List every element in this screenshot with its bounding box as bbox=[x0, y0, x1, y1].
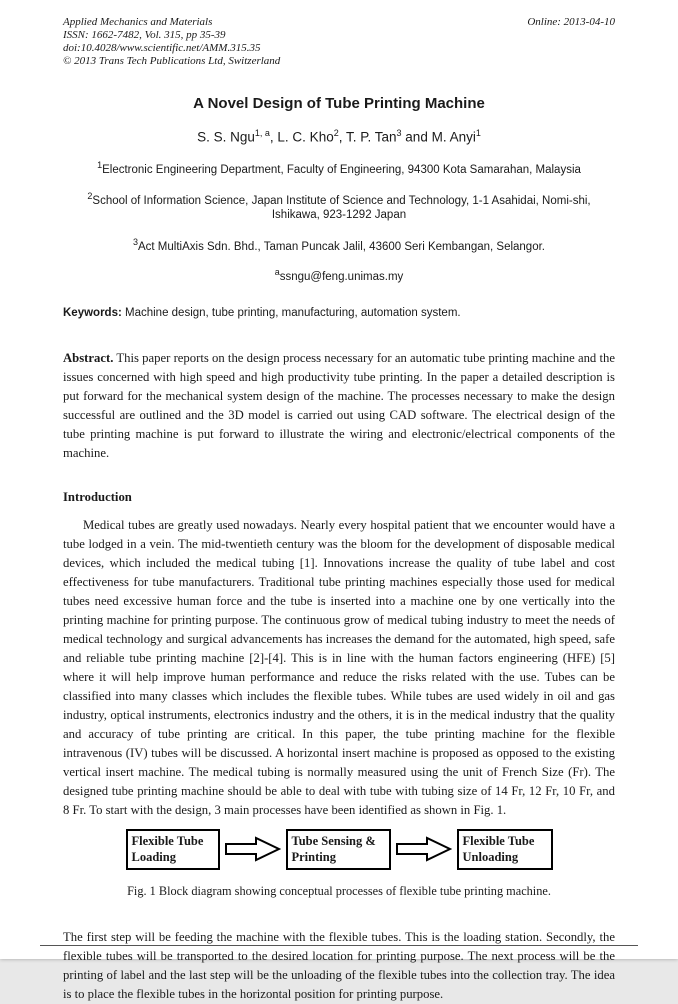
affiliation-3 bbox=[63, 235, 615, 254]
block-tube-sensing-printing: Tube Sensing & Printing bbox=[286, 829, 391, 870]
affiliation-2-text: School of Information Science, Japan Institute of Science and Technology, 1-1 Asahidai, Nomi-shi, Ishikawa, 923-1292 Japan bbox=[92, 195, 591, 222]
author-2-sup: 2 bbox=[333, 128, 339, 138]
block-flexible-tube-unloading: Flexible Tube Unloading bbox=[457, 829, 553, 870]
abstract-paragraph bbox=[63, 349, 615, 463]
issn-line: ISSN: 1662-7482, Vol. 315, pp 35-39 bbox=[63, 29, 226, 41]
affiliation-1 bbox=[63, 158, 615, 177]
abstract-label: Abstract. bbox=[63, 350, 114, 365]
corresponding-email bbox=[63, 267, 615, 283]
copyright-line: © 2013 Trans Tech Publications Ltd, Switzerland bbox=[63, 55, 281, 67]
arrow-right-icon bbox=[225, 836, 281, 862]
abstract-text: This paper reports on the design process necessary for an automatic tube printing machine and the issues concerned with high speed and high productivity tube printing. In the paper a detailed description is put forward for the mechanical system design of the machine. The processes necessary to make the design successful are outlined and the 3D model is carried out using CAD software. The electrical design of the tube printing machine is put forward to illustrate the wiring and electronic/electrical components of the machine. bbox=[63, 350, 615, 460]
author-4: and M. Anyi bbox=[401, 129, 476, 145]
doi-line: doi:10.4028/www.scientific.net/AMM.315.35 bbox=[63, 42, 261, 54]
introduction-heading: Introduction bbox=[63, 489, 132, 504]
keywords-text: Machine design, tube printing, manufacturing, automation system. bbox=[121, 306, 461, 319]
journal-name: Applied Mechanics and Materials bbox=[63, 16, 213, 28]
author-3: , T. P. Tan bbox=[338, 129, 397, 145]
email-text: ssngu@feng.unimas.my bbox=[279, 270, 404, 283]
author-line bbox=[63, 128, 615, 145]
affiliation-3-sup: 3 bbox=[132, 237, 138, 248]
author-1-sup: 1, a bbox=[254, 128, 270, 138]
introduction-paragraph-1: Medical tubes are greatly used nowadays. Nearly every hospital patient that we encounter would have a tube lodged in a vein. The mid-twentieth century was the bloom for the development of disposable medical devices, which included the medical tubing [1]. Innovations increase the quality of tube label and cost effectiveness for tube manufacturers. Traditional tube printing machines especially those used for medical tubes need excessive human force and the tube is inserted into a machine one by one vertically into the printing machine for printing purpose. The continuous grow of medical tubing industry to meet the needs of medical technology and surgical advancements has increases the demand for the automated, high speed, safe and reliable tube printing machine [2]-[4]. This is in line with the human factors engineering (HFE) [5] where it will help improve human performance and reduce the risks related with the use. Tubes can be classified into many classes which includes the flexible tubes. While tubes are used widely in oil and gas industry, optical instruments, electronics industry and the others, it is in the medical industry that the quality and accuracy of tube printing are critical. In this paper, the tube printing machine for the flexible intravenous (IV) tubes will be discussed. A horizontal insert machine is proposed as opposed to the existing vertical insert machine. The medical tubing is normally measured using the unit of French Size (Fr). The designed tube printing machine should be able to deal with tube with tubing size of 14 Fr, 12 Fr, 10 Fr, and 8 Fr. To start with the design, 3 main processes have been identified as shown in Fig. 1. bbox=[63, 517, 615, 817]
affiliation-1-sup: 1 bbox=[97, 159, 103, 170]
author-4-sup: 1 bbox=[475, 128, 481, 138]
page-title: A Novel Design of Tube Printing Machine bbox=[193, 95, 485, 112]
author-3-sup: 3 bbox=[396, 128, 402, 138]
journal-header bbox=[63, 16, 615, 68]
author-2: , L. C. Kho bbox=[269, 129, 334, 145]
footer-divider bbox=[40, 945, 638, 946]
keywords-line bbox=[63, 307, 615, 319]
figure-1-diagram bbox=[63, 829, 615, 870]
figure-1-caption: Fig. 1 Block diagram showing conceptual processes of flexible tube printing machine. bbox=[127, 883, 551, 898]
affiliation-1-text: Electronic Engineering Department, Faculty of Engineering, 94300 Kota Samarahan, Malaysia bbox=[102, 163, 581, 176]
block-flexible-tube-loading: Flexible Tube Loading bbox=[126, 829, 220, 870]
affiliation-3-text: Act MultiAxis Sdn. Bhd., Taman Puncak Jalil, 43600 Seri Kembangan, Selangor. bbox=[138, 240, 545, 253]
keywords-label: Keywords: bbox=[63, 306, 122, 319]
journal-header-left bbox=[63, 16, 280, 68]
email-sup: a bbox=[274, 266, 280, 277]
online-date: Online: 2013-04-10 bbox=[527, 16, 615, 28]
author-1: S. S. Ngu bbox=[197, 129, 255, 145]
arrow-right-icon bbox=[396, 836, 452, 862]
introduction-paragraph-2: The first step will be feeding the machine with the flexible tubes. This is the loading station. Secondly, the flexible tubes will be transported to the desired location for printing purpose. The next process will be the printing of label and the last step will be the unloading of the flexible tubes into the collection tray. The idea is to place the flexible tubes in the horizontal position for printing purpose. bbox=[63, 929, 615, 1001]
affiliation-2 bbox=[63, 189, 615, 222]
affiliation-2-sup: 2 bbox=[87, 191, 93, 202]
